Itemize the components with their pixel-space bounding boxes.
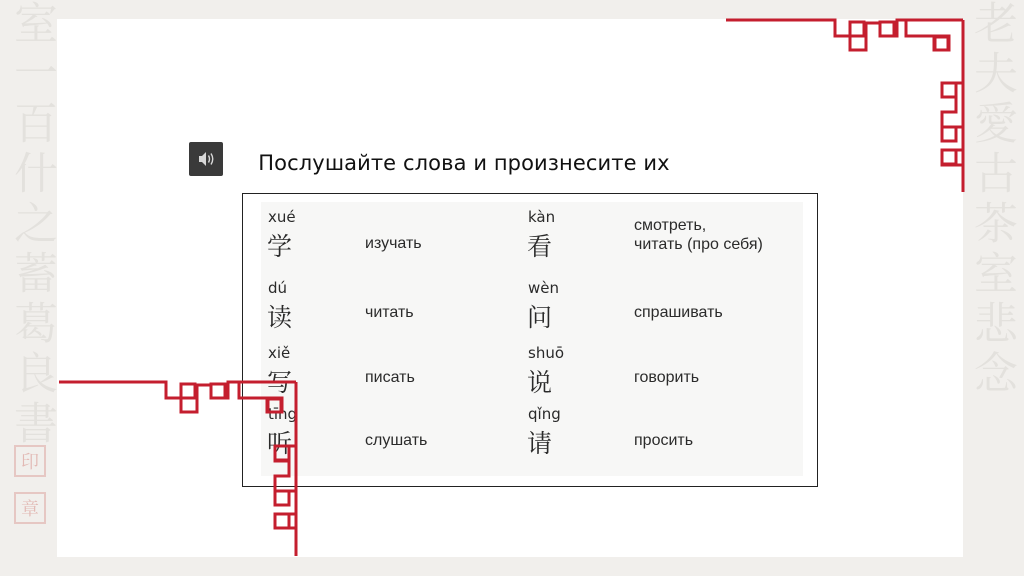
translation: читать bbox=[365, 304, 414, 321]
hanzi: 读 bbox=[267, 303, 293, 332]
background-seal: 章 bbox=[14, 492, 46, 524]
translation: писать bbox=[365, 369, 415, 386]
background-calligraphy-right: 老夫愛古茶室悲念 bbox=[966, 0, 1017, 400]
hanzi: 学 bbox=[267, 232, 293, 261]
translation: просить bbox=[634, 432, 694, 449]
translation: слушать bbox=[365, 432, 428, 449]
hanzi: 写 bbox=[267, 368, 293, 397]
pinyin: xiě bbox=[268, 344, 291, 362]
translation: смотреть, bbox=[634, 217, 707, 234]
hanzi: 请 bbox=[527, 429, 553, 458]
pinyin: tīng bbox=[268, 405, 298, 423]
translation: изучать bbox=[365, 235, 422, 252]
translation: спрашивать bbox=[634, 304, 723, 321]
pinyin: wèn bbox=[528, 279, 560, 297]
hanzi: 说 bbox=[527, 368, 553, 397]
translation: говорить bbox=[634, 369, 700, 386]
pinyin: shuō bbox=[528, 344, 565, 362]
pinyin: qǐng bbox=[528, 405, 561, 423]
hanzi: 问 bbox=[527, 303, 553, 332]
audio-button[interactable] bbox=[189, 142, 223, 176]
vocabulary-image-area bbox=[261, 202, 803, 476]
speaker-icon bbox=[195, 148, 217, 170]
hanzi: 看 bbox=[527, 232, 553, 261]
pinyin: kàn bbox=[528, 208, 556, 226]
vocabulary-table bbox=[242, 193, 818, 487]
pinyin: dú bbox=[268, 279, 288, 297]
pinyin: xué bbox=[268, 208, 296, 226]
page-title: Послушайте слова и произнесите их bbox=[258, 151, 670, 175]
translation: читать (про себя) bbox=[634, 236, 763, 253]
background-seal: 印 bbox=[14, 445, 46, 477]
hanzi: 听 bbox=[267, 429, 293, 458]
background-calligraphy-left: 室一百什之蓄葛良書 bbox=[6, 0, 57, 450]
